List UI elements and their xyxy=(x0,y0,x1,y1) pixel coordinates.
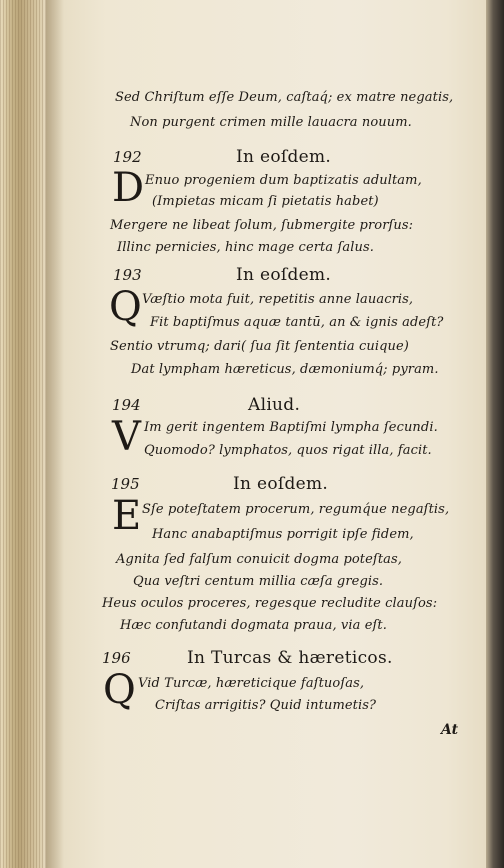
verse-line: Qua veſtri centum millia cæſa gregis. xyxy=(133,574,384,589)
verse-line: Hanc anabaptiſmus porrigit ipſe fidem, xyxy=(152,527,414,542)
verse-line: Væſtio mota fuit, repetitis anne lauacris, xyxy=(142,292,414,307)
epigram-number: 192 xyxy=(113,148,142,166)
drop-cap: V xyxy=(112,414,141,460)
verse-line: Enuo progeniem dum baptizatis adultam, xyxy=(145,173,422,188)
verse-line: Agnita ſed falſum conuicit dogma poteſtas, xyxy=(116,552,403,567)
epigram-heading: In eoſdem. xyxy=(236,147,332,167)
verse-line: Criſtas arrigitis? Quid intumetis? xyxy=(155,698,377,713)
intro-line: Non purgent crimen mille lauacra nouum. xyxy=(130,115,412,130)
book-spine-edge xyxy=(0,0,46,868)
verse-line: Fit baptiſmus aquæ tantū, an & ignis adeſt? xyxy=(150,315,444,330)
epigram-number: 196 xyxy=(102,649,131,667)
epigram-heading: In eoſdem. xyxy=(233,474,329,494)
verse-line: Quomodo? lymphatos, quos rigat illa, facit. xyxy=(144,443,432,458)
intro-line: Sed Chriſtum eſſe Deum, caſtaq́; ex matre negatis, xyxy=(115,90,454,105)
verse-line: Hæc confutandi dogmata praua, via eſt. xyxy=(120,618,387,633)
verse-line: Mergere ne libeat ſolum, ſubmergite prorſus: xyxy=(110,218,414,233)
catchword: At xyxy=(441,722,459,738)
epigram-heading: In eoſdem. xyxy=(236,265,332,285)
verse-line: Vid Turcæ, hæreticique faſtuoſas, xyxy=(138,676,365,691)
verse-line: Illinc pernicies, hinc mage certa ſalus. xyxy=(117,240,374,255)
verse-line: Im gerit ingentem Baptiſmi lympha ſecundi. xyxy=(144,420,438,435)
epigram-heading: Aliud. xyxy=(248,395,301,415)
drop-cap: D xyxy=(112,165,145,211)
epigram-number: 193 xyxy=(113,266,142,284)
page-edge xyxy=(486,0,504,868)
drop-cap: E xyxy=(112,493,142,539)
epigram-number: 194 xyxy=(112,396,141,414)
drop-cap: Q xyxy=(109,284,142,330)
verse-line: Heus oculos proceres, regesque recludite clauſos: xyxy=(102,596,438,611)
verse-line: Dat lympham hæreticus, dæmoniumq́; pyram. xyxy=(131,362,439,377)
verse-line: (Impietas micam ſi pietatis habet) xyxy=(152,194,379,209)
epigram-heading: In Turcas & hæreticos. xyxy=(187,648,393,668)
verse-line: Sentio vtrumq; dari( ſua ſit ſententia cuique) xyxy=(110,339,409,354)
epigram-number: 195 xyxy=(111,475,140,493)
verse-line: Sſe poteſtatem procerum, regumq́ue negaſtis, xyxy=(142,502,450,517)
drop-cap: Q xyxy=(103,667,136,713)
